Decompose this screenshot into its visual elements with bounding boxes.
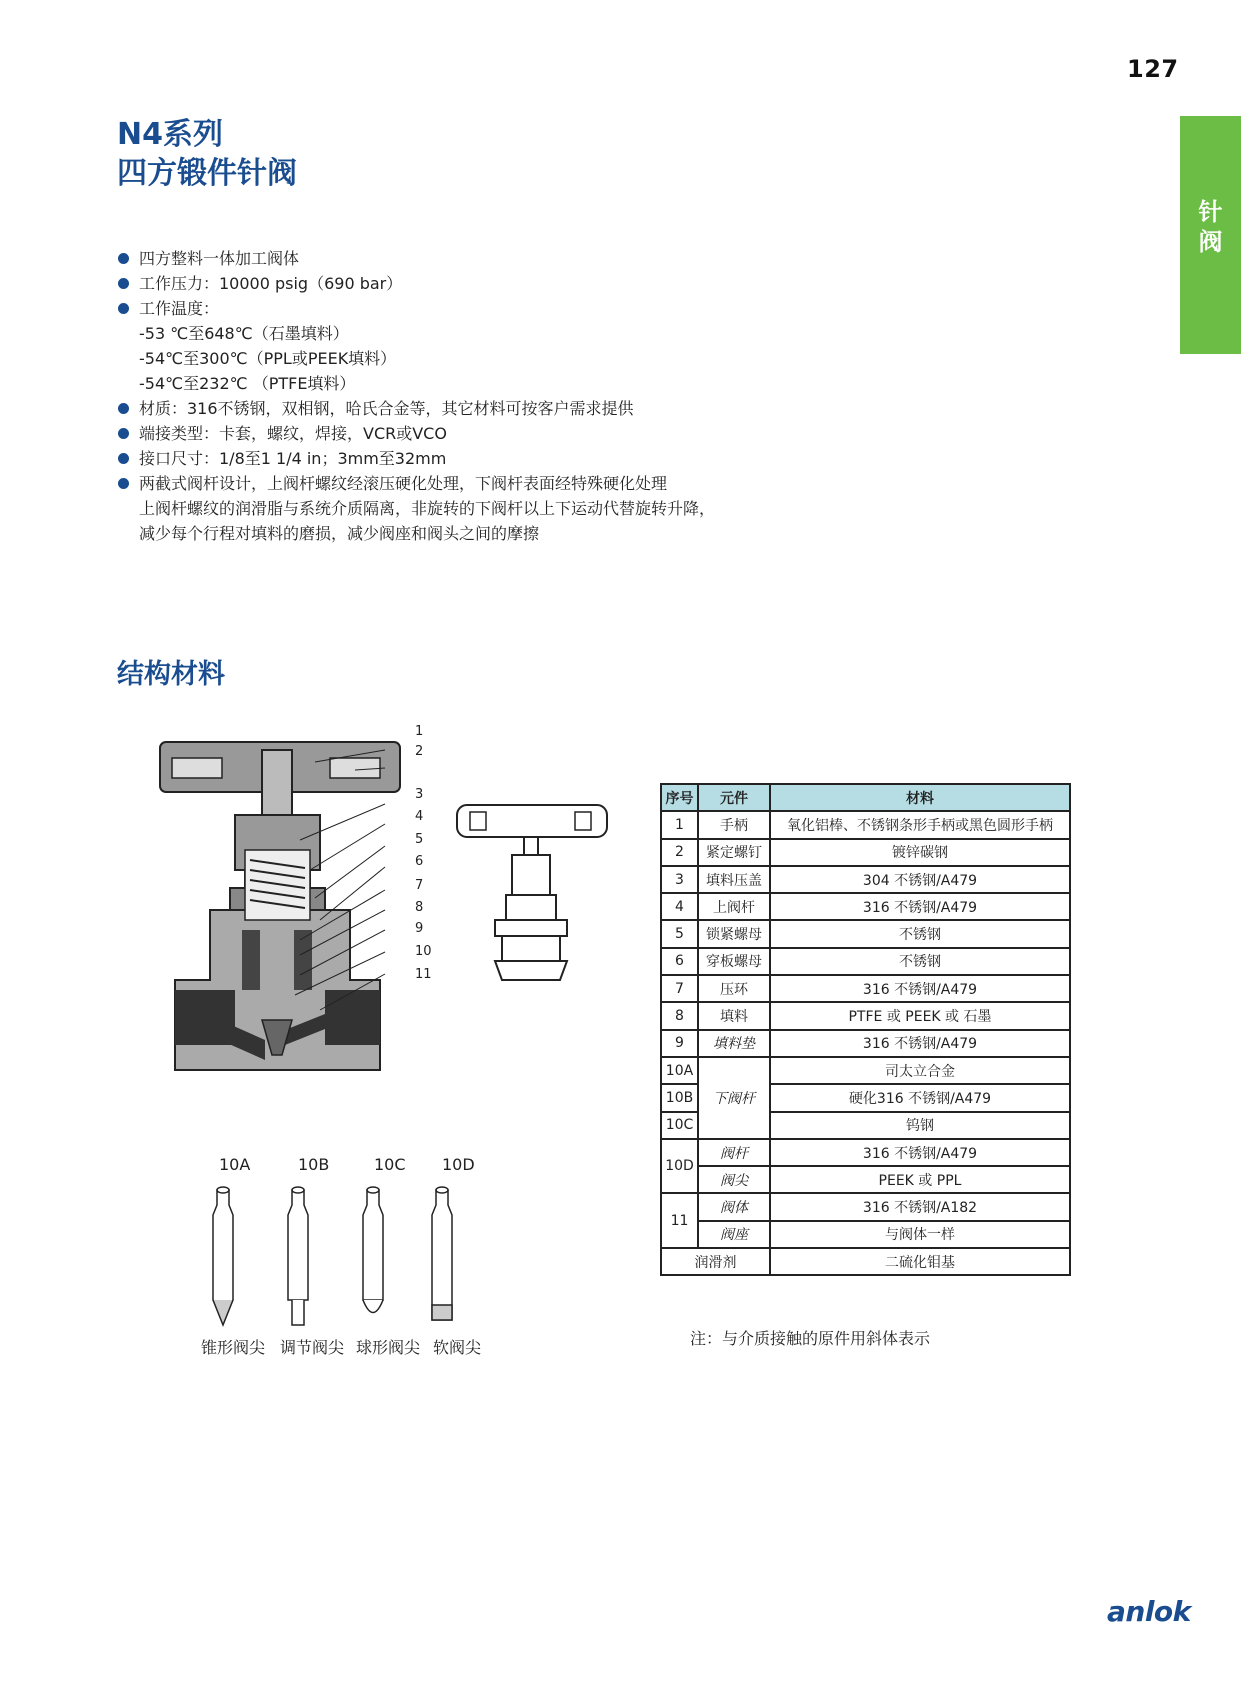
table-row bbox=[661, 1057, 1070, 1084]
feature-item bbox=[117, 296, 715, 321]
cell-material: 二硫化钼基 bbox=[770, 1248, 1070, 1275]
cell-part-lower-stem: 下阀杆 bbox=[698, 1057, 770, 1139]
bullet-icon bbox=[118, 428, 129, 439]
cell-material: 316 不锈钢/A479 bbox=[770, 1030, 1070, 1057]
tip-label-10c: 10C bbox=[374, 1155, 406, 1174]
product-title: 四方锻件针阀 bbox=[117, 156, 297, 191]
cell-material: 与阀体一样 bbox=[770, 1221, 1070, 1248]
bullet-icon bbox=[118, 253, 129, 264]
series-title: N4系列 bbox=[117, 117, 223, 152]
tip-name-cone: 锥形阀尖 bbox=[201, 1338, 266, 1357]
bullet-icon bbox=[118, 453, 129, 464]
cell-part: 填料压盖 bbox=[698, 866, 770, 893]
bullet-icon bbox=[118, 278, 129, 289]
feature-text: 上阀杆螺纹的润滑脂与系统介质隔离，非旋转的下阀杆以上下运动代替旋转升降， bbox=[139, 499, 716, 518]
cell-no: 8 bbox=[661, 1002, 698, 1029]
table-row bbox=[661, 1248, 1070, 1275]
callout-7: 7 bbox=[415, 878, 424, 893]
callout-11: 11 bbox=[415, 967, 432, 982]
callout-9: 9 bbox=[415, 921, 424, 936]
cell-material: 316 不锈钢/A182 bbox=[770, 1193, 1070, 1220]
cell-no: 6 bbox=[661, 948, 698, 975]
cell-no: 2 bbox=[661, 839, 698, 866]
callout-6: 6 bbox=[415, 854, 424, 869]
feature-text: 减少每个行程对填料的磨损，减少阀座和阀头之间的摩擦 bbox=[139, 524, 540, 543]
table-header-row bbox=[661, 784, 1070, 811]
table-row bbox=[661, 1166, 1070, 1193]
callout-5: 5 bbox=[415, 832, 424, 847]
header-material: 材料 bbox=[770, 784, 1070, 811]
cell-no: 9 bbox=[661, 1030, 698, 1057]
side-tab-char-2: 阀 bbox=[1198, 228, 1223, 256]
cell-material: 镀锌碳钢 bbox=[770, 839, 1070, 866]
cell-part: 阀座 bbox=[698, 1221, 770, 1248]
callout-2: 2 bbox=[415, 744, 424, 759]
table-row bbox=[661, 920, 1070, 947]
bullet-icon bbox=[118, 403, 129, 414]
cell-part: 锁紧螺母 bbox=[698, 920, 770, 947]
page-number: 127 bbox=[1127, 55, 1179, 83]
cell-material: 不锈钢 bbox=[770, 920, 1070, 947]
feature-text: 材质：316不锈钢，双相钢，哈氏合金等，其它材料可按客户需求提供 bbox=[139, 399, 634, 418]
feature-item bbox=[117, 471, 715, 496]
table-row bbox=[661, 893, 1070, 920]
table-row bbox=[661, 1002, 1070, 1029]
cell-part: 填料 bbox=[698, 1002, 770, 1029]
feature-subitem bbox=[117, 321, 715, 346]
tip-label-10a: 10A bbox=[219, 1155, 251, 1174]
table-note: 注：与介质接触的原件用斜体表示 bbox=[690, 1329, 931, 1348]
cell-part: 阀杆 bbox=[698, 1139, 770, 1166]
cell-material: 316 不锈钢/A479 bbox=[770, 1139, 1070, 1166]
tip-label-10b: 10B bbox=[298, 1155, 330, 1174]
feature-item bbox=[117, 446, 715, 471]
cell-part: 阀尖 bbox=[698, 1166, 770, 1193]
feature-text: 接口尺寸：1/8至1 1/4 in；3mm至32mm bbox=[139, 449, 447, 468]
feature-item bbox=[117, 246, 715, 271]
cell-no: 10D bbox=[661, 1139, 698, 1194]
header-part: 元件 bbox=[698, 784, 770, 811]
cell-part-lubricant: 润滑剂 bbox=[661, 1248, 770, 1275]
cell-material: 316 不锈钢/A479 bbox=[770, 893, 1070, 920]
feature-item bbox=[117, 396, 715, 421]
bullet-icon bbox=[118, 478, 129, 489]
feature-text: 四方整料一体加工阀体 bbox=[139, 249, 300, 268]
brand-logo: anlok bbox=[1107, 1595, 1191, 1628]
valve-tip-variants bbox=[195, 1150, 505, 1350]
cell-part: 穿板螺母 bbox=[698, 948, 770, 975]
section-title: 结构材料 bbox=[117, 659, 225, 690]
header-no: 序号 bbox=[661, 784, 698, 811]
cell-part: 压环 bbox=[698, 975, 770, 1002]
table-row bbox=[661, 811, 1070, 838]
table-row bbox=[661, 1139, 1070, 1166]
feature-list bbox=[117, 246, 715, 546]
materials-table bbox=[660, 783, 1071, 1276]
table-row bbox=[661, 1193, 1070, 1220]
cell-material: 不锈钢 bbox=[770, 948, 1070, 975]
table-row bbox=[661, 975, 1070, 1002]
table-row bbox=[661, 1221, 1070, 1248]
cell-part: 手柄 bbox=[698, 811, 770, 838]
cell-no: 1 bbox=[661, 811, 698, 838]
feature-text: -54℃至232℃ （PTFE填料） bbox=[139, 374, 356, 393]
feature-subitem bbox=[117, 346, 715, 371]
cell-part: 紧定螺钉 bbox=[698, 839, 770, 866]
feature-text: 工作压力：10000 psig（690 bar） bbox=[139, 274, 403, 293]
cell-material: 司太立合金 bbox=[770, 1057, 1070, 1084]
cell-part: 填料垫 bbox=[698, 1030, 770, 1057]
feature-subitem bbox=[117, 496, 715, 521]
cell-material: PTFE 或 PEEK 或 石墨 bbox=[770, 1002, 1070, 1029]
feature-text: -53 ℃至648℃（石墨填料） bbox=[139, 324, 349, 343]
table-row bbox=[661, 866, 1070, 893]
tip-label-10d: 10D bbox=[442, 1155, 475, 1174]
feature-item bbox=[117, 271, 715, 296]
cell-part: 上阀杆 bbox=[698, 893, 770, 920]
cell-material: PEEK 或 PPL bbox=[770, 1166, 1070, 1193]
cell-part: 阀体 bbox=[698, 1193, 770, 1220]
side-tab-char-1: 针 bbox=[1198, 198, 1223, 226]
panel-mount-diagram bbox=[450, 790, 610, 990]
cell-material: 316 不锈钢/A479 bbox=[770, 975, 1070, 1002]
callout-1: 1 bbox=[415, 724, 424, 739]
feature-text: 两截式阀杆设计，上阀杆螺纹经滚压硬化处理，下阀杆表面经特殊硬化处理 bbox=[139, 474, 668, 493]
feature-subitem bbox=[117, 371, 715, 396]
cell-material: 钨钢 bbox=[770, 1112, 1070, 1139]
cell-no: 3 bbox=[661, 866, 698, 893]
cell-material: 氧化铝棒、不锈钢条形手柄或黑色圆形手柄 bbox=[770, 811, 1070, 838]
table-row bbox=[661, 948, 1070, 975]
callout-3: 3 bbox=[415, 787, 424, 802]
table-row bbox=[661, 1030, 1070, 1057]
tip-name-soft: 软阀尖 bbox=[433, 1338, 482, 1357]
feature-item bbox=[117, 421, 715, 446]
table-row bbox=[661, 839, 1070, 866]
tip-name-regulating: 调节阀尖 bbox=[280, 1338, 345, 1357]
feature-text: -54℃至300℃（PPL或PEEK填料） bbox=[139, 349, 397, 368]
cell-no: 10B bbox=[661, 1084, 698, 1111]
side-tab bbox=[1180, 116, 1241, 354]
feature-text: 端接类型：卡套，螺纹，焊接，VCR或VCO bbox=[139, 424, 447, 443]
cell-no: 7 bbox=[661, 975, 698, 1002]
callout-8: 8 bbox=[415, 900, 424, 915]
tip-name-ball: 球形阀尖 bbox=[356, 1338, 421, 1357]
cell-no: 10C bbox=[661, 1112, 698, 1139]
cell-no: 5 bbox=[661, 920, 698, 947]
cell-no: 11 bbox=[661, 1193, 698, 1248]
callout-4: 4 bbox=[415, 809, 424, 824]
feature-text: 工作温度： bbox=[139, 299, 220, 318]
cell-material: 硬化316 不锈钢/A479 bbox=[770, 1084, 1070, 1111]
cell-material: 304 不锈钢/A479 bbox=[770, 866, 1070, 893]
cell-no: 10A bbox=[661, 1057, 698, 1084]
callout-10: 10 bbox=[415, 944, 432, 959]
cell-no: 4 bbox=[661, 893, 698, 920]
feature-subitem bbox=[117, 521, 715, 546]
bullet-icon bbox=[118, 303, 129, 314]
